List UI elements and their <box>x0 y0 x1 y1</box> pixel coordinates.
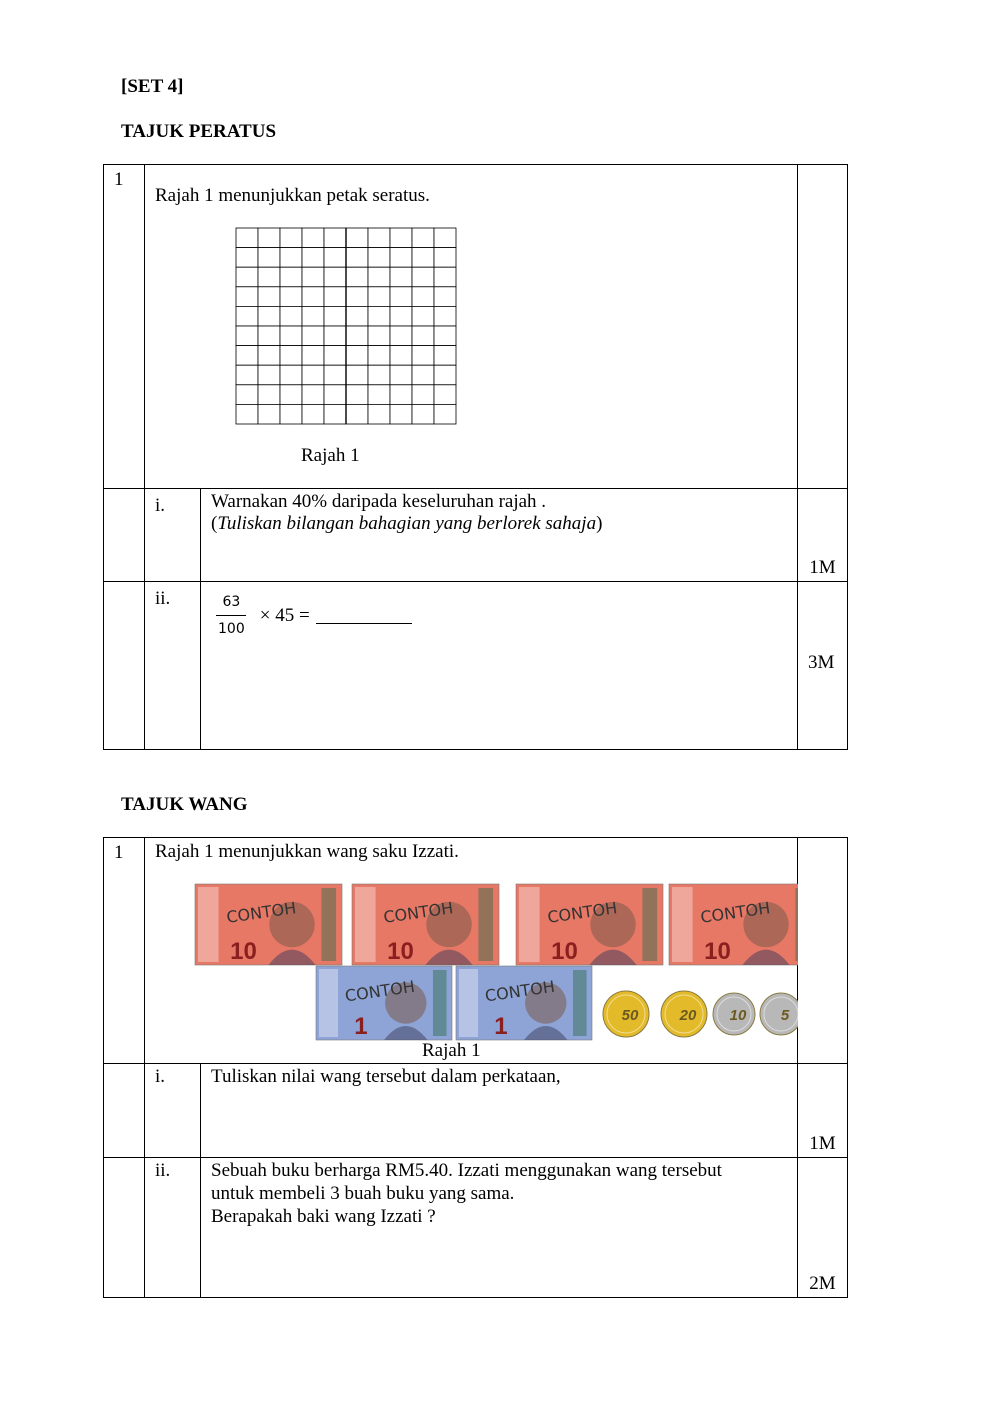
money-part-ii-line1: Sebuah buku berharga RM5.40. Izzati menggunakan wang tersebut <box>211 1160 722 1181</box>
marks-1m: 1M <box>798 489 848 582</box>
grid-cell[interactable] <box>368 365 390 385</box>
grid-cell[interactable] <box>434 287 456 307</box>
grid-cell[interactable] <box>434 404 456 424</box>
svg-text:10: 10 <box>729 1007 747 1024</box>
svg-text:20: 20 <box>679 1007 697 1024</box>
grid-cell[interactable] <box>324 346 346 366</box>
spacer-cell <box>104 489 145 582</box>
grid-cell[interactable] <box>324 267 346 287</box>
money-question-table <box>103 837 848 1298</box>
grid-cell[interactable] <box>258 306 280 326</box>
grid-cell[interactable] <box>236 365 258 385</box>
grid-cell[interactable] <box>346 267 368 287</box>
money-figure-caption: Rajah 1 <box>422 1040 481 1061</box>
grid-cell[interactable] <box>258 248 280 268</box>
money-part-i-text: Tuliskan nilai wang tersebut dalam perkataan, <box>211 1066 561 1087</box>
grid-cell[interactable] <box>346 248 368 268</box>
coin-5-sen <box>760 993 798 1035</box>
grid-cell[interactable] <box>412 306 434 326</box>
grid-cell[interactable] <box>346 365 368 385</box>
grid-cell[interactable] <box>302 365 324 385</box>
grid-cell[interactable] <box>302 267 324 287</box>
grid-cell[interactable] <box>324 228 346 248</box>
set-label: [SET 4] <box>121 76 184 97</box>
grid-cell[interactable] <box>390 248 412 268</box>
spacer-cell <box>104 1158 145 1298</box>
coin-20-sen <box>661 991 707 1037</box>
part-label: i. <box>145 1064 201 1158</box>
grid-cell[interactable] <box>258 346 280 366</box>
rm10-note <box>516 884 663 965</box>
grid-cell[interactable] <box>302 248 324 268</box>
grid-cell[interactable] <box>368 248 390 268</box>
grid-cell[interactable] <box>434 385 456 405</box>
topic-money-title: TAJUK WANG <box>121 794 248 815</box>
grid-cell[interactable] <box>324 287 346 307</box>
multiply-expression: × 45 = <box>259 604 310 626</box>
part-i-instruction: Tuliskan bilangan bahagian yang berlorek sahaja <box>217 513 597 534</box>
grid-cell[interactable] <box>390 287 412 307</box>
part-i-line1: Warnakan 40% daripada keseluruhan rajah . <box>211 491 547 512</box>
money-intro: Rajah 1 menunjukkan wang saku Izzati. <box>155 841 459 862</box>
answer-blank[interactable] <box>316 607 412 624</box>
grid-cell[interactable] <box>412 267 434 287</box>
part-label: ii. <box>145 582 201 750</box>
grid-cell[interactable] <box>324 385 346 405</box>
numerator: 63 <box>216 594 246 616</box>
grid-cell[interactable] <box>434 248 456 268</box>
grid-cell[interactable] <box>434 365 456 385</box>
grid-cell[interactable] <box>236 287 258 307</box>
grid-cell[interactable] <box>258 228 280 248</box>
grid-cell[interactable] <box>346 385 368 405</box>
note-denomination: 1 <box>494 1013 508 1040</box>
fraction <box>215 594 248 637</box>
grid-cell[interactable] <box>434 326 456 346</box>
grid-cell[interactable] <box>390 346 412 366</box>
grid-cell[interactable] <box>390 267 412 287</box>
grid-cell[interactable] <box>258 385 280 405</box>
part-ii-expression <box>201 582 798 750</box>
marks-1m: 1M <box>798 1064 848 1158</box>
figure-caption: Rajah 1 <box>301 445 360 466</box>
grid-cell[interactable] <box>390 404 412 424</box>
note-denomination: 10 <box>387 938 414 965</box>
grid-cell[interactable] <box>368 267 390 287</box>
contoh-watermark: CONTOH <box>382 898 455 927</box>
coin-50-sen <box>603 991 649 1037</box>
rm10-note <box>352 884 499 965</box>
grid-cell[interactable] <box>434 306 456 326</box>
grid-cell[interactable] <box>324 404 346 424</box>
grid-cell[interactable] <box>368 228 390 248</box>
grid-cell[interactable] <box>368 287 390 307</box>
topic-percent-title: TAJUK PERATUS <box>121 121 277 142</box>
note-denomination: 10 <box>551 938 578 965</box>
grid-cell[interactable] <box>258 287 280 307</box>
question-number: 1 <box>104 838 145 1064</box>
grid-cell[interactable] <box>346 287 368 307</box>
grid-cell[interactable] <box>412 228 434 248</box>
grid-cell[interactable] <box>346 404 368 424</box>
grid-cell[interactable] <box>412 404 434 424</box>
grid-cell[interactable] <box>302 306 324 326</box>
grid-cell[interactable] <box>368 306 390 326</box>
fraction-expression <box>215 594 412 637</box>
hundred-grid <box>235 227 457 425</box>
rm1-note <box>316 966 452 1040</box>
grid-cell[interactable] <box>280 287 302 307</box>
grid-cell[interactable] <box>236 326 258 346</box>
question-number: 1 <box>104 165 145 489</box>
money-stem <box>145 838 798 1064</box>
grid-cell[interactable] <box>368 404 390 424</box>
contoh-watermark: CONTOH <box>225 898 298 927</box>
part-i-text <box>201 489 798 582</box>
grid-cell[interactable] <box>434 228 456 248</box>
marks-cell <box>798 582 848 750</box>
spacer-cell <box>104 1064 145 1158</box>
coin-10-sen <box>713 993 755 1035</box>
grid-cell[interactable] <box>412 326 434 346</box>
part-label: i. <box>145 489 201 582</box>
grid-cell[interactable] <box>280 326 302 346</box>
grid-cell[interactable] <box>412 287 434 307</box>
marks-cell-empty <box>798 165 848 489</box>
grid-cell[interactable] <box>368 346 390 366</box>
grid-cell[interactable] <box>236 385 258 405</box>
grid-cell[interactable] <box>280 385 302 405</box>
marks-cell-empty <box>798 838 848 1064</box>
grid-cell[interactable] <box>302 346 324 366</box>
grid-cell[interactable] <box>390 228 412 248</box>
question-stem <box>145 165 798 489</box>
grid-cell[interactable] <box>280 346 302 366</box>
svg-text:50: 50 <box>621 1007 639 1024</box>
grid-cell[interactable] <box>434 346 456 366</box>
grid-cell[interactable] <box>412 248 434 268</box>
grid-cell[interactable] <box>236 404 258 424</box>
grid-cell[interactable] <box>258 365 280 385</box>
grid-cell[interactable] <box>390 306 412 326</box>
grid-cell[interactable] <box>346 346 368 366</box>
grid-cell[interactable] <box>280 404 302 424</box>
note-denomination: 10 <box>230 938 257 965</box>
grid-cell[interactable] <box>302 326 324 346</box>
note-denomination: 10 <box>704 938 731 965</box>
grid-cell[interactable] <box>346 228 368 248</box>
money-part-ii-line3: Berapakah baki wang Izzati ? <box>211 1206 436 1227</box>
part-label: ii. <box>145 1158 201 1298</box>
grid-cell[interactable] <box>302 228 324 248</box>
grid-cell[interactable] <box>258 404 280 424</box>
note-denomination: 1 <box>354 1013 368 1040</box>
percent-question-table <box>103 164 848 750</box>
grid-cell[interactable] <box>302 404 324 424</box>
grid-cell[interactable] <box>236 248 258 268</box>
rm10-note <box>195 884 342 965</box>
grid-cell[interactable] <box>280 306 302 326</box>
spacer-cell <box>104 582 145 750</box>
money-figure <box>145 838 798 1064</box>
denominator: 100 <box>218 621 245 637</box>
grid-cell[interactable] <box>324 365 346 385</box>
grid-cell[interactable] <box>390 365 412 385</box>
contoh-watermark: CONTOH <box>699 898 772 927</box>
contoh-watermark: CONTOH <box>483 976 556 1006</box>
money-part-ii <box>201 1158 798 1298</box>
svg-text:5: 5 <box>780 1007 790 1024</box>
grid-cell[interactable] <box>412 385 434 405</box>
grid-cell[interactable] <box>346 326 368 346</box>
grid-cell[interactable] <box>368 385 390 405</box>
money-part-i <box>201 1064 798 1158</box>
part-i-line2: (Tuliskan bilangan bahagian yang berlorek sahaja) <box>211 513 603 534</box>
grid-cell[interactable] <box>236 346 258 366</box>
grid-cell[interactable] <box>324 326 346 346</box>
question-intro: Rajah 1 menunjukkan petak seratus. <box>155 185 430 206</box>
grid-cell[interactable] <box>280 228 302 248</box>
grid-cell[interactable] <box>324 306 346 326</box>
rm10-note <box>669 884 798 965</box>
grid-cell[interactable] <box>236 267 258 287</box>
grid-cell[interactable] <box>280 365 302 385</box>
grid-cell[interactable] <box>236 306 258 326</box>
grid-cell[interactable] <box>258 267 280 287</box>
grid-cell[interactable] <box>258 326 280 346</box>
grid-cell[interactable] <box>236 228 258 248</box>
contoh-watermark: CONTOH <box>546 898 619 927</box>
grid-cell[interactable] <box>346 306 368 326</box>
marks-2m: 2M <box>798 1158 848 1298</box>
grid-cell[interactable] <box>302 287 324 307</box>
grid-cell[interactable] <box>412 346 434 366</box>
grid-cell[interactable] <box>280 267 302 287</box>
money-part-ii-line2: untuk membeli 3 buah buku yang sama. <box>211 1183 515 1204</box>
grid-cell[interactable] <box>390 385 412 405</box>
grid-cell[interactable] <box>280 248 302 268</box>
grid-cell[interactable] <box>412 365 434 385</box>
grid-cell[interactable] <box>368 326 390 346</box>
grid-cell[interactable] <box>434 267 456 287</box>
grid-cell[interactable] <box>390 326 412 346</box>
marks-3m: 3M <box>808 652 835 673</box>
rm1-note <box>456 966 592 1040</box>
grid-cell[interactable] <box>302 385 324 405</box>
contoh-watermark: CONTOH <box>343 976 416 1006</box>
grid-cell[interactable] <box>324 248 346 268</box>
